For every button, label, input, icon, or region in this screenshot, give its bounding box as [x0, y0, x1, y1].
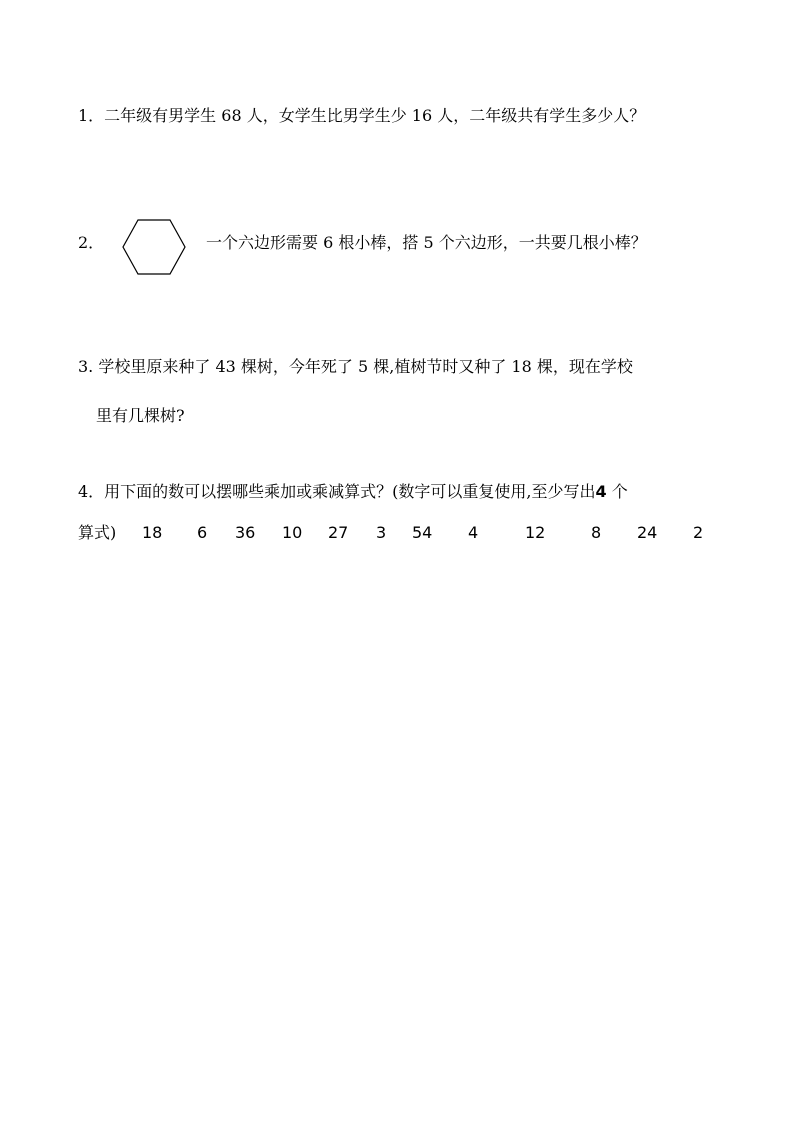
number-item: 6	[197, 523, 208, 542]
question-3-line-1: 3. 学校里原来种了 43 棵树，今年死了 5 棵,植树节时又种了 18 棵，现在学校	[78, 357, 633, 376]
number-item: 54	[412, 523, 433, 542]
question-2-number: 2．	[78, 233, 105, 252]
hexagon-icon	[122, 219, 186, 275]
question-4-line-1	[78, 482, 628, 502]
number-item: 27	[328, 523, 349, 542]
question-1: 1．二年级有男学生 68 人，女学生比男学生少 16 人，二年级共有学生多少人？	[78, 106, 646, 125]
number-item: 12	[525, 523, 546, 542]
question-4-prefix: 4．用下面的数可以摆哪些乘加或乘减算式？(数字可以重复使用,至少写出	[78, 482, 596, 501]
number-item: 8	[591, 523, 602, 542]
question-4-suffix: 个	[606, 482, 628, 501]
number-item: 24	[637, 523, 658, 542]
question-4-line-2-label: 算式)	[78, 523, 117, 542]
number-item: 2	[693, 523, 704, 542]
question-3-line-2: 里有几棵树?	[96, 406, 185, 425]
number-item: 36	[235, 523, 256, 542]
number-item: 18	[142, 523, 163, 542]
number-item: 10	[282, 523, 303, 542]
number-item: 4	[468, 523, 479, 542]
question-4-count: 4	[595, 482, 607, 501]
question-2-text: 一个六边形需要 6 根小棒，搭 5 个六边形，一共要几根小棒？	[206, 233, 647, 252]
number-item: 3	[376, 523, 387, 542]
